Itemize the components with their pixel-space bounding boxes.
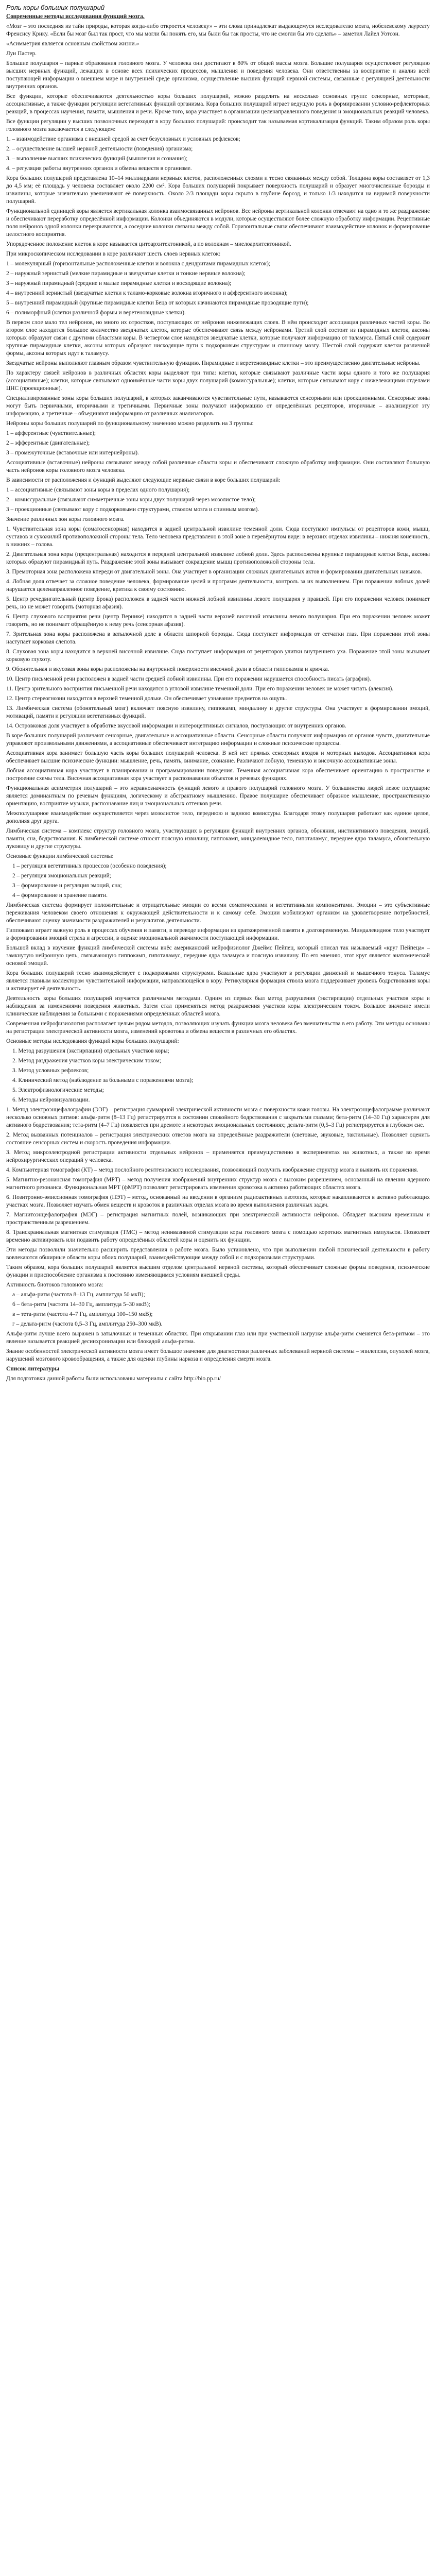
paragraph: 3. – выполнение высших психических функций (мышления и сознания); <box>6 156 188 162</box>
paragraph: 4 – внутренний зернистый (звездчатые клетки к таламо-корковые волокна вторичного и афферентного волокна); <box>6 290 288 296</box>
paragraph: 5. Магнитно-резонансная томография (МРТ) – метод получения изображений внутренних структур мозга с высоким разрешением, основанный на явлении ядерного магнитного резонанса. Функциональная МРТ (фМРТ) позволяет регистрировать изменения кровотока в активно работающих областях мозга. <box>6 1177 430 1191</box>
paragraph: 4. Компьютерная томография (КТ) – метод послойного рентгеновского исследования, позволяющий получить изображение структур мозга и выявить их поражения. <box>6 1167 418 1173</box>
paragraph: При микроскопическом исследовании в коре различают шесть слоев нервных клеток: <box>6 251 221 257</box>
paragraph: 9. Обонятельная и вкусовая зоны коры расположены на внутренней поверхности височной доли в области гиппокампа и крючка. <box>6 666 329 672</box>
paragraph: 6 – полиморфный (клетки различной формы и веретеновидные клетки). <box>6 310 186 316</box>
paragraph: 1. Метод разрушения (экстирпации) отдельных участков коры; <box>12 1048 169 1054</box>
paragraph: Большие полушария – парные образования головного мозга. У человека они достигают в 80% от общей массы мозга. Большие полушария осуществляют регуляцию высших нервных функций, лежащих в основе всех психических процессов, мышления и поведения человека. Они ответственны за восприятие и анализ всей поступающей информации о внешнем мире и внутренней среде организма, осуществление высших функций нервной системы, связанные с регуляцией деятельности внутренних органов. <box>6 60 430 90</box>
paragraph: 4. Лобная доля отвечает за сложное поведение человека, формирование целей и программ деятельности, контроль за их выполнением. При поражении лобных долей нарушается целенаправленное поведение, критика к своему состоянию. <box>6 579 430 592</box>
paragraph: 2 – эфферентные (двигательные); <box>6 440 90 446</box>
document-body <box>6 13 430 1383</box>
paragraph: 2. – осуществление высшей нервной деятельности (поведения) организма; <box>6 146 193 152</box>
paragraph: 3 – формирование и регуляция эмоций, сна; <box>12 883 122 889</box>
paragraph: Все функции, которые обеспечиваются деятельностью коры больших полушарий, можно разделить на несколько основных групп: сенсорные, моторные, ассоциативные, а также функции регуляции вегетативных функций организма. Кора больших полушарий играет ведущую роль в формировании условно-рефлекторных реакций, в процессах научения, памяти, мышления и речи. Кроме того, кора участвует в организации целенаправленного поведения и эмоциональных реакций человека. <box>6 93 430 115</box>
paragraph: Упорядоченное положение клеток в коре называется цитоархитектоникой, а по волокнам – миелоархитектоникой. <box>6 241 291 247</box>
paragraph: 8. Транскраниальная магнитная стимуляция (ТМС) – метод неинвазивной стимуляции коры головного мозга с помощью коротких магнитных импульсов. Позволяет временно активировать или подавить работу определённых областей коры и оценить их функции. <box>6 1229 430 1243</box>
paragraph: 12. Центр стереогнозии находится в верхней теменной дольке. Он обеспечивает узнавание предметов на ощупь. <box>6 696 287 702</box>
paragraph: Большой вклад в изучение функций лимбической системы внёс американский нейрофизиолог Джеймс Пейпец, который описал так называемый «круг Пейпеца» – замкнутую нейронную цепь, связывающую гиппокамп, гипоталамус, передние ядра таламуса и поясную извилину. По его мнению, этот круг является анатомической основой эмоций. <box>6 945 430 967</box>
paragraph: В первом слое мало тел нейронов, но много их отростков, поступающих от нейронов нижележащих слоев. В нём происходит ассоциация различных частей коры. Во втором слое находится большое количество звездчатых клеток, которые обеспечивают связь между нейронами. Третий слой состоит из пирамидных клеток, аксоны которых образуют связи с другими областями коры. В четвертом слое находятся звездчатые клетки, которые получают информацию от таламуса. Пятый слой содержит крупные пирамидные клетки, аксоны которых образуют нисходящие пути к подкорковым структурам и спинному мозгу. Шестой слой содержит клетки различной формы, аксоны которых идут к таламусу. <box>6 319 430 357</box>
paragraph: в – тета-ритм (частота 4–7 Гц, амплитуда 100–150 мкВ); <box>12 1311 153 1317</box>
paragraph: 1. Метод электроэнцефалографии (ЭЭГ) – регистрация суммарной электрической активности мозга с поверхности кожи головы. На электроэнцефалограмме различают несколько основных ритмов: альфа-ритм (8–13 Гц) регистрируется в состоянии спокойного бодрствования с закрытыми глазами; бета-ритм (14–30 Гц) характерен для активного бодрствования; тета-ритм (4–7 Гц) появляется при дремоте и некоторых эмоциональных состояниях; дельта-ритм (0,5–3 Гц) регистрируется в глубоком сне. <box>6 1107 430 1128</box>
paragraph: Знание особенностей электрической активности мозга имеет большое значение для диагностики различных заболеваний нервной системы – эпилепсии, опухолей мозга, нарушений мозгового кровообращения, а также для оценки глубины наркоза и определения смерти мозга. <box>6 1348 430 1362</box>
paragraph: Ассоциативные (вставочные) нейроны связывают между собой различные области коры и обеспечивают сложную обработку информации. Они составляют большую часть нейронов коры головного мозга человека. <box>6 460 430 473</box>
paragraph: а – альфа-ритм (частота 8–13 Гц, амплитуда 50 мкВ); <box>12 1292 145 1298</box>
paragraph: 2 – регуляция эмоциональных реакций; <box>12 873 111 879</box>
paragraph: Основные функции лимбической системы: <box>6 853 114 859</box>
paragraph: Нейроны коры больших полушарий по функциональному значению можно разделить на 3 группы: <box>6 420 254 427</box>
paragraph: 5. Центр речедвигательный (центр Брока) расположен в задней части нижней лобной извилины левого полушария у правшей. При его поражении человек понимает речь, но не может говорить (моторная афазия). <box>6 596 430 610</box>
paragraph: 7. Зрительная зона коры расположена в затылочной доле в области шпорной борозды. Сюда поступает информация от сетчатки глаз. При поражении этой зоны наступает корковая слепота. <box>6 631 430 645</box>
paragraph: 10. Центр письменной речи расположен в задней части средней лобной извилины. При его поражении нарушается способность писать (аграфия). <box>6 676 371 682</box>
paragraph: Функциональная асимметрия полушарий – это неравнозначность функций левого и правого полушарий головного мозга. У большинства людей левое полушарие является доминантным по речевым функциям, логическому и абстрактному мышлению. Правое полушарие обеспечивает образное мышление, пространственную ориентацию, восприятие музыки, распознавание лиц и эмоциональных оттенков речи. <box>6 785 430 807</box>
paragraph: 2 – наружный зернистый (мелкие пирамидные и звездчатые клетки и тонкие нервные волокна); <box>6 270 246 277</box>
paragraph: 4. – регуляция работы внутренних органов и обмена веществ в организме. <box>6 165 192 172</box>
paragraph: Ассоциативная кора занимает большую часть коры больших полушарий человека. В ней нет прямых сенсорных входов и моторных выходов. Ассоциативная кора обеспечивает высшие психические функции: мышление, речь, память, внимание, сознание. Различают лобную, теменную и височную ассоциативные зоны. <box>6 750 430 764</box>
subheading: Список литературы <box>6 1366 60 1372</box>
paragraph: Лимбическая система – комплекс структур головного мозга, участвующих в регуляции функций внутренних органов, обоняния, инстинктивного поведения, эмоций, памяти, сна, бодрствования. К лимбической системе относят поясную извилину, гиппокамп, миндалевидное тело, гипоталамус, переднее ядро таламуса, обонятельную луковицу и другие структуры. <box>6 828 430 850</box>
paragraph: 1 – регуляция вегетативных процессов (особенно поведения); <box>12 863 167 869</box>
paragraph: 6. Центр слухового восприятия речи (центр Вернике) находится в задней части верхней височной извилины левого полушария. При его поражении человек может говорить, но не понимает обращённую к нему речь (сенсорная афазия). <box>6 614 430 628</box>
paragraph: Звездчатые нейроны выполняют главным образом чувствительную функцию. Пирамидные и веретеновидные клетки – это преимущественно двигательные нейроны. <box>6 360 421 366</box>
paragraph: 3. Метод условных рефлексов; <box>12 1067 89 1074</box>
paragraph: В зависимости от расположения и функций выделяют следующие нервные связи в коре больших полушарий: <box>6 477 281 483</box>
paragraph: 3 – промежуточные (вставочные или интернейроны). <box>6 450 139 456</box>
paragraph: Для подготовки данной работы были использованы материалы с сайта http://bio.pp.ru/ <box>6 1376 221 1382</box>
paragraph: б – бета-ритм (частота 14–30 Гц, амплитуда 5–30 мкВ); <box>12 1301 150 1308</box>
paragraph: Деятельность коры больших полушарий изучается различными методами. Одним из первых был метод разрушения (экстирпации) отдельных участков коры и наблюдения за изменениями поведения животных. Затем стал применяться метод раздражения участков коры электрическим током. Большое значение имели клинические наблюдения за больными с поражениями определённых областей мозга. <box>6 995 430 1017</box>
paragraph: Современная нейрофизиология располагает целым рядом методов, позволяющих изучать функции мозга человека без вмешательства в его работу. Эти методы основаны на регистрации электрической активности мозга, изменений кровотока и обмена веществ в различных его областях. <box>6 1021 430 1035</box>
section-heading: Современные методы исследования функций мозга. <box>6 13 145 20</box>
paragraph: 6. Методы нейровизуализации. <box>12 1097 90 1103</box>
paragraph: 1 – афферентные (чувствительные); <box>6 430 96 436</box>
paragraph: Межполушарное взаимодействие осуществляется через мозолистое тело, переднюю и заднюю комиссуры. Благодаря этому полушария работают как единое целое, дополняя друг друга. <box>6 810 430 824</box>
paragraph: Таким образом, кора больших полушарий является высшим отделом центральной нервной системы, который обеспечивает сложные формы поведения, психические функции и приспособление организма к постоянно изменяющимся условиям внешней среды. <box>6 1264 430 1278</box>
paragraph: 8. Слуховая зона коры находится в верхней височной извилине. Сюда поступает информация от рецепторов улитки внутреннего уха. Поражение этой зоны вызывает корковую глухоту. <box>6 649 430 663</box>
paragraph: г – дельта-ритм (частота 0,5–3 Гц, амплитуда 250–300 мкВ). <box>12 1321 163 1327</box>
paragraph: Основные методы исследования функций коры больших полушарий: <box>6 1038 179 1044</box>
paragraph: 2. Двигательная зона коры (прецентральная) находится в передней центральной извилине лобной доли. Здесь расположены крупные пирамидные клетки Беца, аксоны которых образуют пирамидный путь. Раздражение этой зоны вызывает сокращение мышц противоположной стороны тела. <box>6 551 430 565</box>
paragraph: 5. Электрофизиологические методы; <box>12 1087 104 1093</box>
paragraph: 5 – внутренний пирамидный (крупные пирамидные клетки Беца от которых начинаются пирамидные проводящие пути); <box>6 300 309 306</box>
paragraph: В коре больших полушарий различают сенсорные, двигательные и ассоциативные области. Сенсорные области получают информацию от органов чувств, двигательные управляют произвольными движениями, а ассоциативные обеспечивают интеграцию информации и сложные психические процессы. <box>6 733 430 747</box>
paragraph: 7. Магнитоэнцефалография (МЭГ) – регистрация магнитных полей, возникающих при электрической активности нейронов. Обладает высоким временным и пространственным разрешением. <box>6 1212 430 1226</box>
paragraph: 3 – проекционные (связывают кору с подкорковыми структурами, стволом мозга и спинным мозгом). <box>6 506 259 513</box>
paragraph: Луи Пастер. <box>6 50 37 57</box>
paragraph: 2 – комиссуральные (связывают симметричные зоны коры двух полушарий через мозолистое тело); <box>6 497 256 503</box>
paragraph: 4 – формирование и хранение памяти. <box>12 892 108 899</box>
paragraph: Активность биотоков головного мозга: <box>6 1282 103 1288</box>
paragraph: 14. Островковая доля участвует в обработке вкусовой информации и интероцептивных сигналов, поступающих от внутренних органов. <box>6 723 346 729</box>
paragraph: «Мозг – это последняя из тайн природы, которая когда-либо откроется человеку» – эти слова принадлежат выдающемуся исследователю мозга, нобелевскому лауреату Френсису Крику. «Если бы мозг был так прост, что мы могли бы понять его, мы были бы так просты, что не смогли бы это сделать» – заметил Лайел Уотсон. <box>6 23 430 37</box>
paragraph: Лимбическая система формирует положительные и отрицательные эмоции со всеми соматическими и вегетативными компонентами. Эмоции – это субъективные переживания человеком своего отношения к окружающей действительности и к самому себе. Эмоции мобилизуют организм на удовлетворение потребностей, обеспечивают оценку значимости раздражителей и результатов деятельности. <box>6 902 430 924</box>
paragraph: 3 – наружный пирамидный (средние и малые пирамидные клетки и восходящие волокна); <box>6 280 232 286</box>
paragraph: Функциональной единицей коры является вертикальная колонка взаимосвязанных нейронов. Все нейроны вертикальной колонки отвечают на одно и то же раздражение и обеспечивают переработку определённой информации. Колонки объединяются в модули, которые осуществляют более сложную обработку информации. Рецептивные поля нейронов одной колонки перекрываются, а соседние колонки связаны между собой. Горизонтальные связи обеспечивают взаимодействие колонок и формирование целостного восприятия. <box>6 208 430 238</box>
paragraph: Кора больших полушарий представлена 10–14 миллиардами нервных клеток, расположенных слоями и тесно связанных между собой. Толщина коры составляет от 1,3 до 4,5 мм; её площадь у человека составляет около 2200 см². Кора больших полушарий покрывает поверхность полушарий и образует многочисленные борозды и извилины, которые значительно увеличивают её поверхность. Около 2/3 площади коры скрыто в глубине борозд, и только 1/3 находится на видимой поверхности полушарий. <box>6 175 430 205</box>
paragraph: 2. Метод вызванных потенциалов – регистрация электрических ответов мозга на определённые раздражители (световые, звуковые, тактильные). Позволяет оценить состояние сенсорных систем и скорость проведения информации. <box>6 1132 430 1146</box>
paragraph: 11. Центр зрительного восприятия письменной речи находится в угловой извилине теменной доли. При его поражении человек не может читать (алексия). <box>6 686 394 692</box>
paragraph: Лобная ассоциативная кора участвует в планировании и программировании поведения. Теменная ассоциативная кора обеспечивает ориентацию в пространстве и построение схемы тела. Височная ассоциативная кора участвует в распознавании объектов и речевых функциях. <box>6 768 430 782</box>
paragraph: 3. Премоторная зона расположена кпереди от двигательной зоны. Она участвует в организации сложных двигательных актов и формировании двигательных навыков. <box>6 569 422 575</box>
paragraph: 1 – молекулярный (горизонтальные расположенные клетки и волокна с дендритами пирамидных клеток); <box>6 261 271 267</box>
paragraph: 2. Метод раздражения участков коры электрическим током; <box>12 1058 161 1064</box>
paragraph: Кора больших полушарий тесно взаимодействует с подкорковыми структурами. Базальные ядра участвуют в регуляции движений и мышечного тонуса. Таламус является главным коллектором чувствительной информации, направляющейся в кору. Ретикулярная формация ствола мозга поддерживает уровень бодрствования коры и активирует её деятельность. <box>6 970 430 992</box>
paragraph: По характеру связей нейронов в различных областях коры выделяют три типа: клетки, которые связывают различные части коры одного и того же полушария (ассоциативные); клетки, которые связывают одноимённые части коры двух полушарий (комиссуральные); клетки, которые связывают кору с нижележащими отделами ЦНС (проекционные). <box>6 370 430 392</box>
paragraph: Эти методы позволили значительно расширить представления о работе мозга. Было установлено, что при выполнении любой психической деятельности в работу вовлекаются обширные области коры обоих полушарий, взаимодействующие между собой и с подкорковыми структурами. <box>6 1247 430 1261</box>
paragraph: 1. – взаимодействие организма с внешней средой за счет безусловных и условных рефлексов; <box>6 136 240 142</box>
paragraph: 1 – ассоциативные (связывают зоны коры в пределах одного полушария); <box>6 487 190 493</box>
paragraph: 4. Клинический метод (наблюдение за больными с поражениями мозга); <box>12 1077 194 1083</box>
paragraph: Значение различных зон коры головного мозга. <box>6 516 125 522</box>
paragraph: 6. Позитронно-эмиссионная томография (ПЭТ) – метод, основанный на введении в организм радиоактивных изотопов, которые накапливаются в активно работающих участках мозга. Позволяет изучать обмен веществ и кровоток в различных отделах мозга во время выполнения различных задач. <box>6 1194 430 1208</box>
paragraph: Альфа-ритм лучше всего выражен в затылочных и теменных областях. При открывании глаз или при умственной нагрузке альфа-ритм сменяется бета-ритмом – это явление называется реакцией десинхронизации или блокадой альфа-ритма. <box>6 1331 430 1345</box>
paragraph: Все функции регуляции у высших позвоночных переходят в кору больших полушарий: происходит так называемая кортикализация функций. Таким образом роль коры головного мозга заключается в следующем: <box>6 118 430 132</box>
paragraph: Гиппокамп играет важную роль в процессах обучения и памяти, в переводе информации из кратковременной памяти в долговременную. Миндалевидное тело участвует в формировании эмоций страха и агрессии, в оценке эмоциональной значимости поступающей информации. <box>6 927 430 941</box>
paragraph: 1. Чувствительная зона коры (соматосенсорная) находится в задней центральной извилине теменной доли. Сюда поступают импульсы от рецепторов кожи, мышц, суставов и сухожилий противоположной стороны тела. Тело человека представлено в этой зоне в перевёрнутом виде: в верхних отделах извилины – нижняя конечность, в нижних – голова. <box>6 526 430 548</box>
document-title: Роль коры больших полушарий <box>6 4 105 11</box>
paragraph: «Асимметрия является основным свойством жизни.» <box>6 41 139 47</box>
paragraph: 3. Метод микроэлектродной регистрации активности отдельных нейронов – применяется преимущественно в экспериментах на животных, а также во время нейрохирургических операций у человека. <box>6 1149 430 1163</box>
paragraph: Специализированные зоны коры больших полушарий, в которых заканчиваются чувствительные пути, называются сенсорными или проекционными. Сенсорные зоны могут быть первичными, вторичными и третичными. Первичные зоны получают информацию от определённых рецепторов, вторичные – анализируют эту информацию, а третичные – объединяют информацию от различных анализаторов. <box>6 395 430 417</box>
paragraph: 13. Лимбическая система (обонятельный мозг) включает поясную извилину, гиппокамп, миндалину и другие структуры. Она участвует в формировании эмоций, мотиваций, памяти и регуляции вегетативных функций. <box>6 705 430 719</box>
